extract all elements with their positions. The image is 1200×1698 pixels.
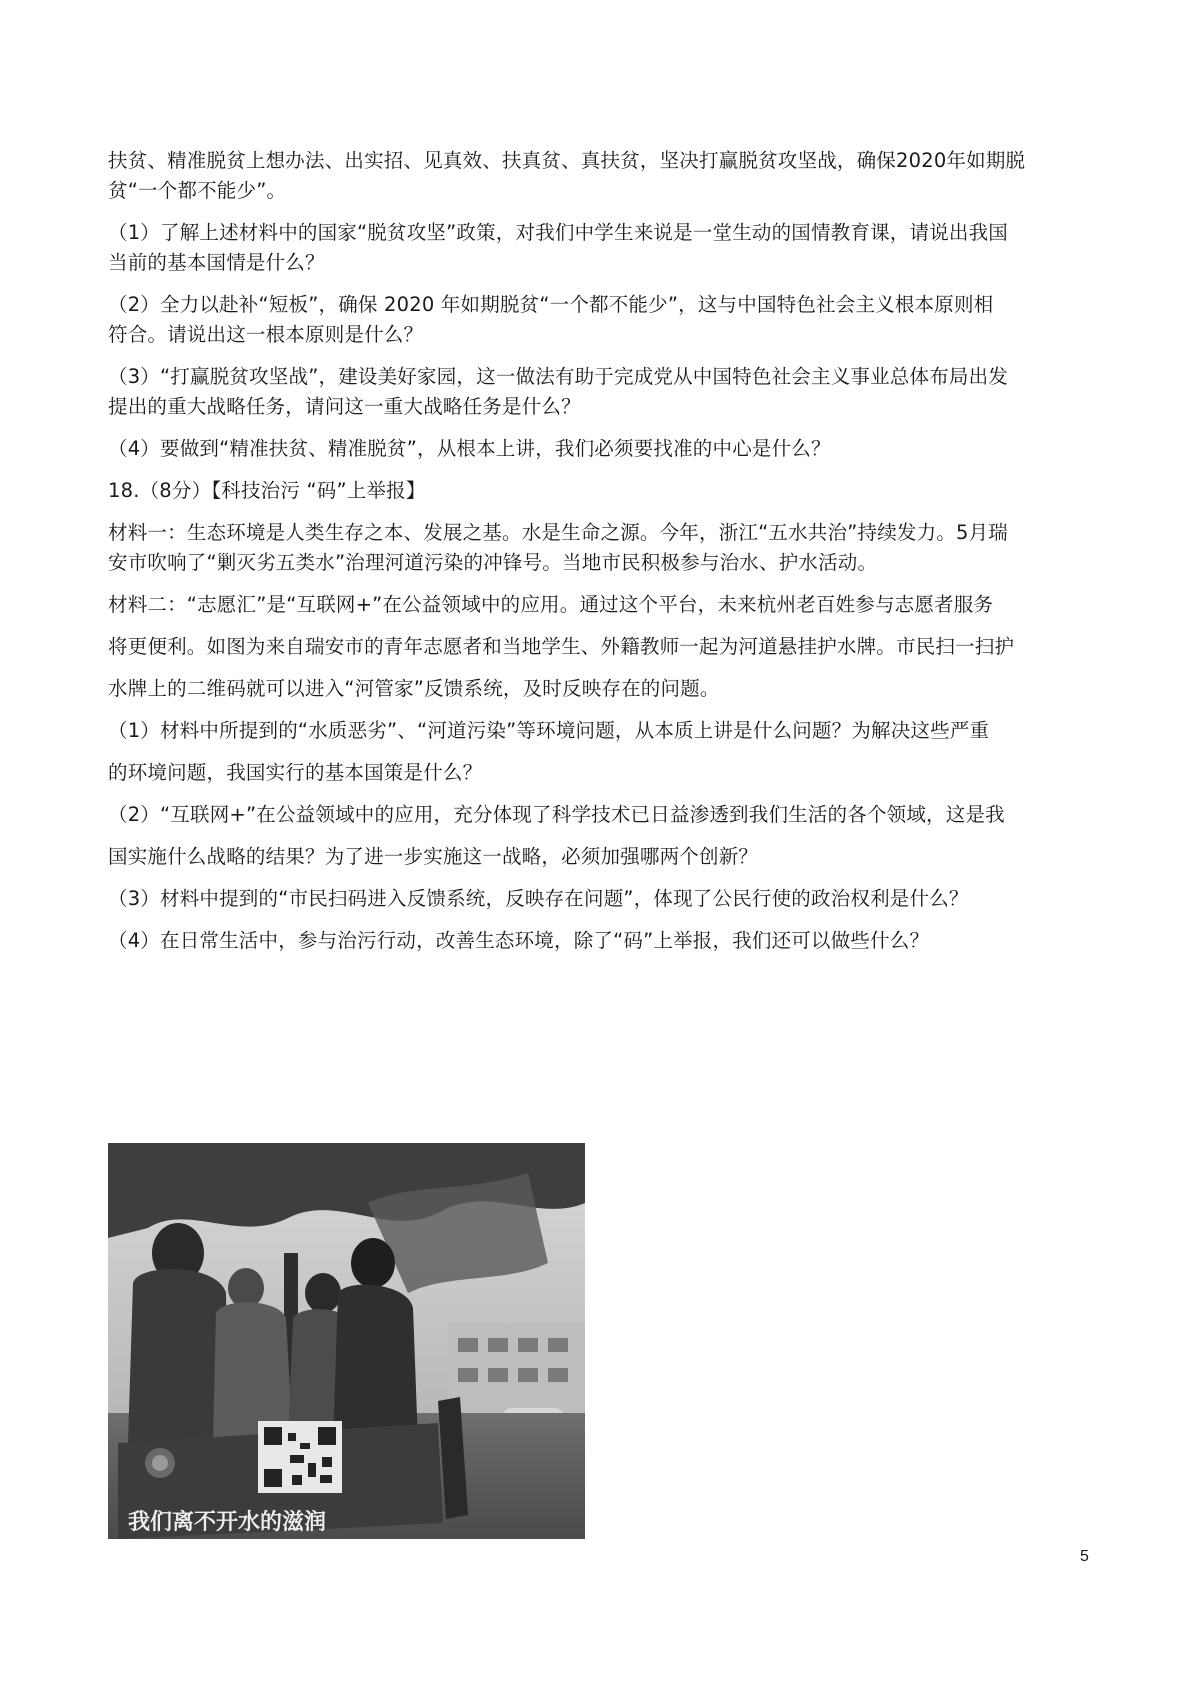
text-line: 水牌上的二维码就可以进入“河管家”反馈系统，及时反映存在的问题。: [108, 677, 720, 700]
text-line: 的环境问题，我国实行的基本国策是什么？: [108, 761, 483, 784]
question-18-4: （4）在日常生活中，参与治污行动，改善生态环境，除了“码”上举报，我们还可以做些什么？: [108, 929, 930, 952]
question-18-2: （2）“互联网+”在公益领域中的应用，充分体现了科学技术已日益渗透到我们生活的各个领域，这是我: [108, 803, 1005, 826]
page-number: 5: [1080, 1548, 1089, 1565]
text-line: 符合。请说出这一根本原则是什么？: [108, 323, 424, 346]
text-line: 扶贫、精准脱贫上想办法、出实招、见真效、扶真贫、真扶贫，坚决打赢脱贫攻坚战，确保2020年如期脱: [108, 149, 1026, 172]
text-line: 当前的基本国情是什么？: [108, 251, 325, 274]
question-1: （1）了解上述材料中的国家“脱贫攻坚”政策，对我们中学生来说是一堂生动的国情教育课，请说出我国: [108, 221, 1009, 244]
text-line: 提出的重大战略任务，请问这一重大战略任务是什么？: [108, 395, 581, 418]
text-body: [108, 146, 1098, 956]
photo-illustration: [108, 1143, 585, 1539]
text-line: 安市吹响了“剿灭劣五类水”治理河道污染的冲锋号。当地市民积极参与治水、护水活动。: [108, 551, 878, 574]
question-3: （3）“打赢脱贫攻坚战”，建设美好家园，这一做法有助于完成党从中国特色社会主义事业总体布局出发: [108, 365, 1009, 388]
material-2: 材料二：“志愿汇”是“互联网+”在公益领域中的应用。通过这个平台，未来杭州老百姓参与志愿者服务: [108, 593, 994, 616]
question-4: （4）要做到“精准扶贫、精准脱贫”，从根本上讲，我们必须要找准的中心是什么？: [108, 437, 831, 460]
text-line: 将更便利。如图为来自瑞安市的青年志愿者和当地学生、外籍教师一起为河道悬挂护水牌。市民扫一扫护: [108, 635, 1015, 658]
question-18-3: （3）材料中提到的“市民扫码进入反馈系统，反映存在问题”，体现了公民行使的政治权利是什么？: [108, 887, 969, 910]
sign-text: 我们离不开水的滋润: [128, 1510, 327, 1535]
question-18-1: （1）材料中所提到的“水质恶劣”、“河道污染”等环境问题，从本质上讲是什么问题？为解决这些严重: [108, 719, 990, 742]
question-18-heading: 18.（8分）【科技治污 “码”上举报】: [108, 479, 426, 502]
question-2: （2）全力以赴补“短板”，确保 2020 年如期脱贫“一个都不能少”，这与中国特色社会主义根本原则相: [108, 293, 994, 316]
text-line: 贫“一个都不能少”。: [108, 179, 287, 202]
material-1: 材料一：生态环境是人类生存之本、发展之基。水是生命之源。今年，浙江“五水共治”持续发力。5月瑞: [108, 521, 1009, 544]
text-line: 国实施什么战略的结果？为了进一步实施这一战略，必须加强哪两个创新？: [108, 845, 759, 868]
volunteers-photo: [108, 1143, 585, 1539]
